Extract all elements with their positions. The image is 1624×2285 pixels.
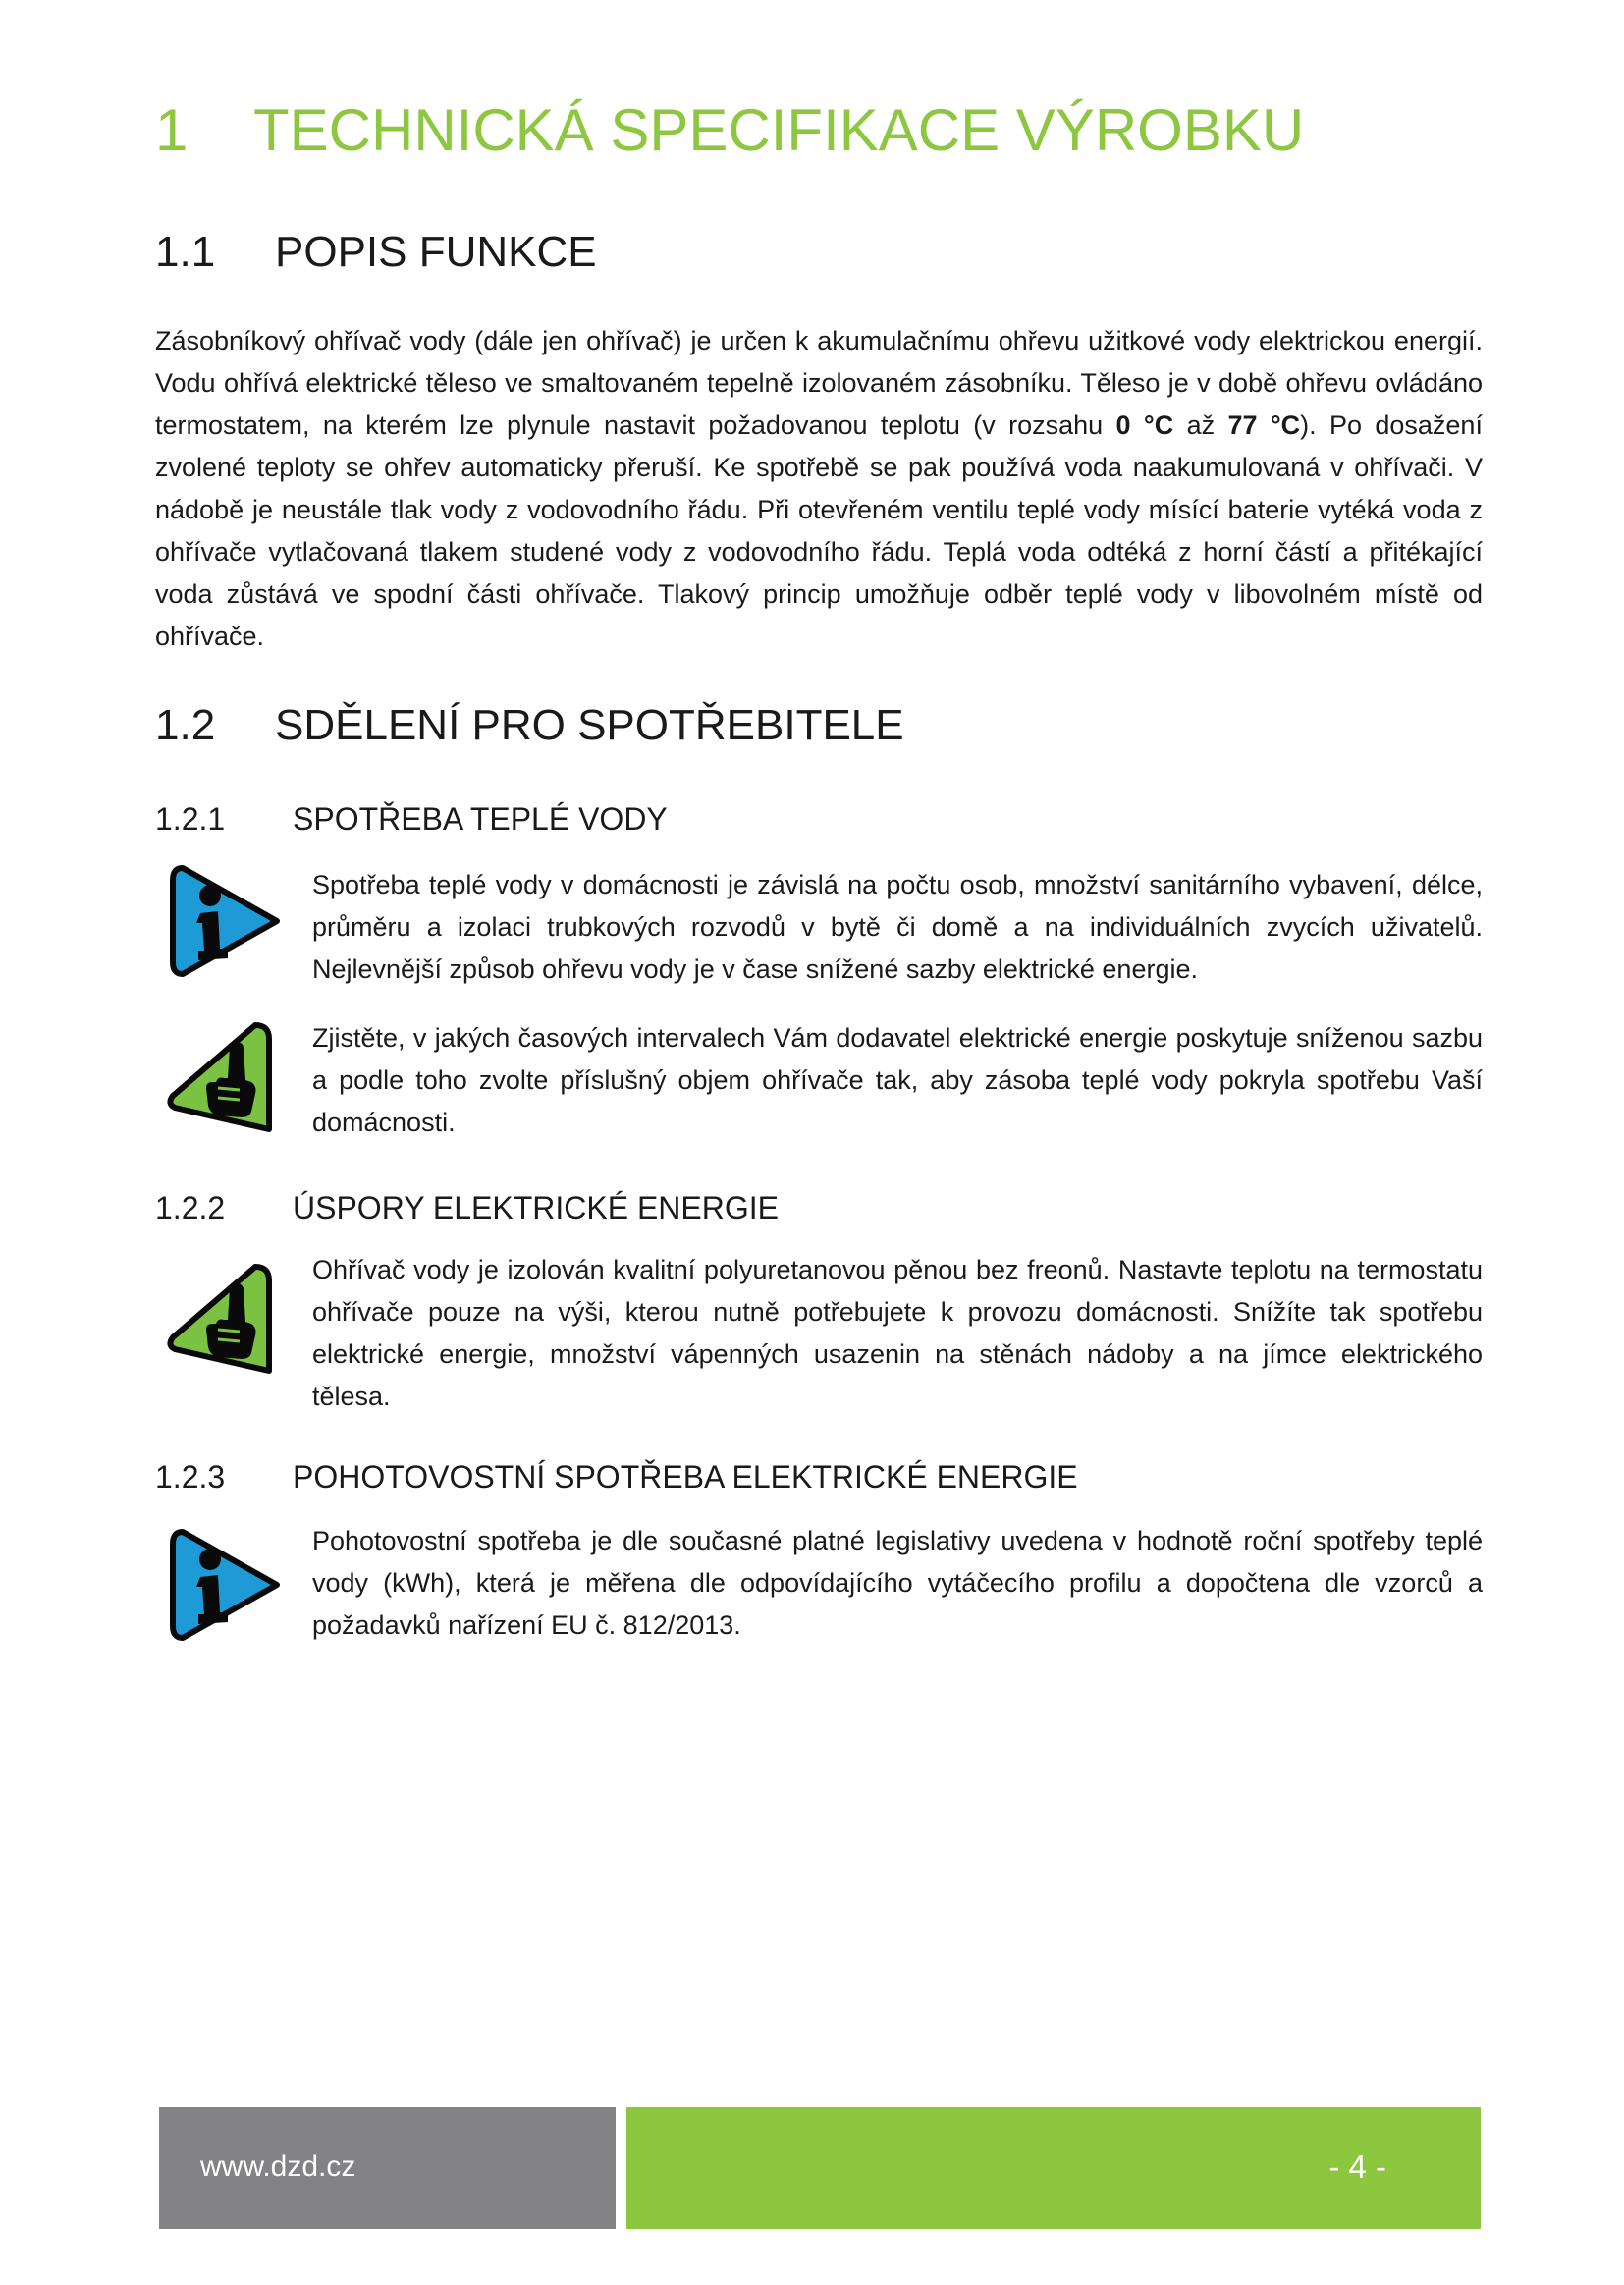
chapter-title: TECHNICKÁ SPECIFIKACE VÝROBKU: [253, 97, 1305, 163]
temp-min: 0 °C: [1115, 410, 1174, 440]
section-heading-1-2: [155, 701, 904, 750]
info-icon: [167, 1528, 283, 1644]
footer-website-link[interactable]: www.dzd.cz: [200, 2150, 356, 2183]
section-title: POPIS FUNKCE: [275, 228, 597, 276]
pointing-hand-icon: [167, 1021, 283, 1137]
subsection-title: POHOTOVOSTNÍ SPOTŘEBA ELEKTRICKÉ ENERGIE: [293, 1459, 1078, 1495]
paragraph-tip-sazba: Zjistěte, v jakých časových intervalech Vám dodavatel elektrické energie poskytuje sníženou sazbu a podle toho zvolte příslušný objem ohřívače tak, aby zásoba teplé vody pokryla spotřebu Vaší domácnosti.: [312, 1023, 1483, 1137]
subsection-heading-1-2-2: [155, 1190, 779, 1226]
page-number: - 4 -: [1328, 2149, 1386, 2185]
chapter-number: 1: [155, 97, 189, 163]
temp-max: 77 °C: [1227, 410, 1301, 440]
subsection-title: ÚSPORY ELEKTRICKÉ ENERGIE: [293, 1190, 779, 1225]
paragraph-info-spotreba: Spotřeba teplé vody v domácnosti je závislá na počtu osob, množství sanitárního vybavení, délce, průměru a izolaci trubkových rozvodů v bytě či domě a na individuálních zvycích uživatelů. Nejlevnější způsob ohřevu vody je v čase snížené sazby elektrické energie.: [312, 870, 1483, 984]
paragraph-tip-uspory: Ohřívač vody je izolován kvalitní polyuretanovou pěnou bez freonů. Nastavte teplotu na termostatu ohřívače pouze na výši, kterou nutně potřebujete k provozu domácnosti. Snížíte tak spotřebu elektrické energie, množství vápenných usazenin na stěnách nádoby a na jímce elektrického tělesa.: [312, 1255, 1483, 1411]
subsection-title: SPOTŘEBA TEPLÉ VODY: [293, 801, 668, 837]
subsection-number: 1.2.2: [155, 1190, 226, 1225]
info-icon: [167, 864, 283, 980]
footer-right-bar: [626, 2107, 1481, 2229]
section-number: 1.1: [155, 228, 216, 276]
section-heading-1-1: [155, 228, 597, 277]
subsection-number: 1.2.1: [155, 801, 226, 837]
section-number: 1.2: [155, 701, 216, 749]
pointing-hand-icon: [167, 1263, 283, 1379]
subsection-number: 1.2.3: [155, 1459, 226, 1495]
subsection-heading-1-2-3: [155, 1459, 1078, 1496]
footer-left-bar: [159, 2107, 616, 2229]
chapter-heading: [155, 96, 1304, 164]
section-title: SDĚLENÍ PRO SPOTŘEBITELE: [275, 701, 904, 749]
subsection-heading-1-2-1: [155, 801, 668, 838]
paragraph-info-pohotovostni: Pohotovostní spotřeba je dle současné platné legislativy uvedena v hodnotě roční spotřeby teplé vody (kWh), která je měřena dle odpovídajícího vytáčecího profilu a dopočtena dle vzorců a požadavků nařízení EU č. 812/2013.: [312, 1526, 1483, 1640]
paragraph-popis-funkce: Zásobníkový ohřívač vody (dále jen ohřívač) je určen k akumulačnímu ohřevu užitkové vody elektrickou energií. Vodu ohřívá elektrické těleso ve smaltovaném tepelně izolovaném zásobníku. Těleso je v době ohřevu ovládáno termostatem, na kterém lze plynule nastavit požadovanou teplotu (v rozsahu 0 °C až 77 °C). Po dosažení zvolené teploty se ohřev automaticky přeruší. Ke spotřebě se pak používá voda naakumulovaná v ohřívači. V nádobě je neustále tlak vody z vodovodního řádu. Při otevřeném ventilu teplé vody mísící baterie vytéká voda z ohřívače vytlačovaná tlakem studené vody z vodovodního řádu. Teplá voda odtéká z horní částí a přitékající voda zůstává ve spodní části ohřívače. Tlakový princip umožňuje odběr teplé vody v libovolném místě od ohřívače.: [155, 326, 1483, 651]
